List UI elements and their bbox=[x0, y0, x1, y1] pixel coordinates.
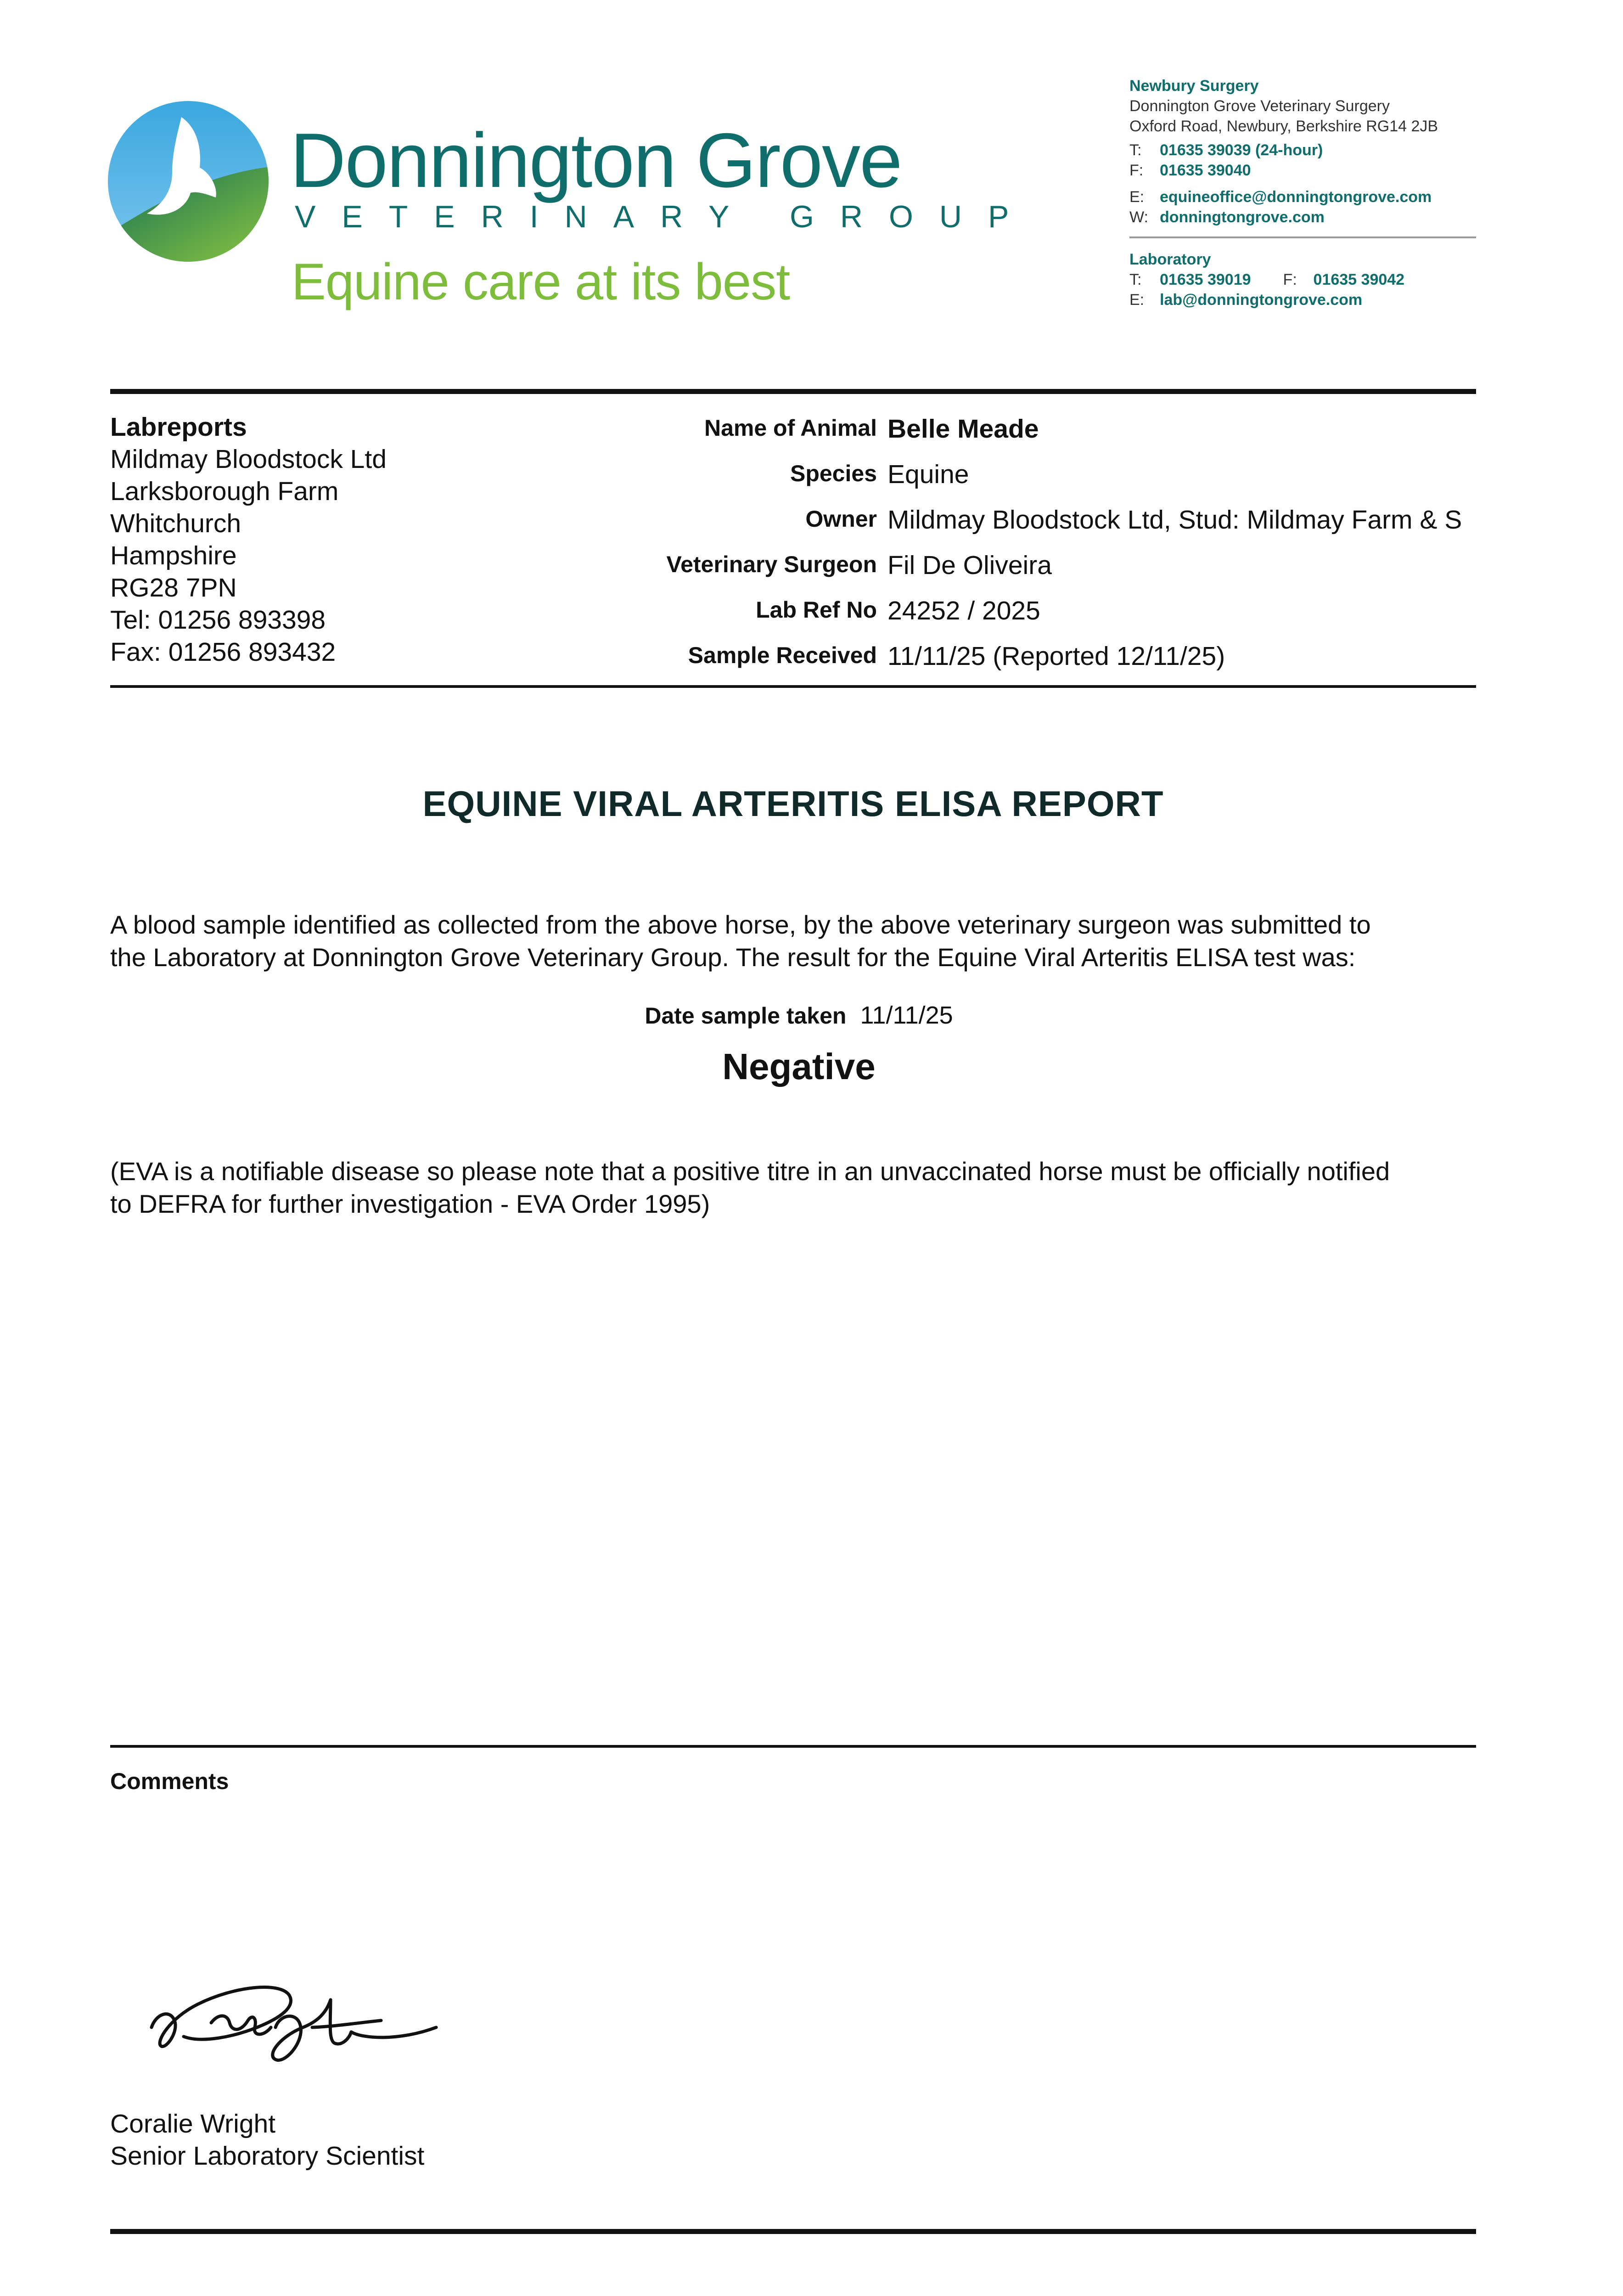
header-divider bbox=[110, 389, 1476, 394]
detail-label: Owner bbox=[805, 506, 877, 532]
intro-line: A blood sample identified as collected from the above horse, by the above veterinary surgeon was submitted to bbox=[110, 910, 1371, 939]
tel-label: T: bbox=[1129, 271, 1142, 288]
newbury-line1: Donnington Grove Veterinary Surgery bbox=[1129, 97, 1390, 115]
sample-received-value: 11/11/25 (Reported 12/11/25) bbox=[887, 642, 1225, 671]
newbury-surgery-contact bbox=[1129, 76, 1438, 227]
lab-ref-value: 24252 / 2025 bbox=[887, 596, 1040, 625]
detail-label: Name of Animal bbox=[704, 415, 877, 441]
email-label: E: bbox=[1129, 188, 1145, 206]
donnington-grove-logo bbox=[103, 99, 273, 264]
newbury-line2: Oxford Road, Newbury, Berkshire RG14 2JB bbox=[1129, 118, 1438, 135]
web-label: W: bbox=[1129, 208, 1148, 226]
animal-name: Belle Meade bbox=[887, 414, 1039, 444]
address-line: Hampshire bbox=[110, 541, 237, 570]
email-label: E: bbox=[1129, 291, 1145, 309]
tagline: Equine care at its best bbox=[292, 253, 790, 310]
website-link[interactable]: donningtongrove.com bbox=[1160, 208, 1325, 226]
client-address bbox=[110, 411, 387, 668]
newbury-heading: Newbury Surgery bbox=[1129, 77, 1259, 95]
detail-row-lab-ref bbox=[597, 594, 1515, 626]
date-taken-value: 11/11/25 bbox=[860, 1002, 953, 1029]
fax-label: F: bbox=[1129, 162, 1144, 179]
date-taken-label: Date sample taken bbox=[645, 1003, 847, 1029]
laboratory-heading: Laboratory bbox=[1129, 251, 1211, 268]
notifiable-disease-note bbox=[110, 1155, 1483, 1220]
details-divider bbox=[110, 685, 1476, 688]
comments-divider bbox=[110, 1745, 1476, 1748]
contact-divider bbox=[1129, 236, 1476, 238]
detail-row-owner bbox=[597, 503, 1515, 535]
client-fax: Fax: 01256 893432 bbox=[110, 637, 336, 667]
address-line: Mildmay Bloodstock Ltd bbox=[110, 445, 387, 474]
intro-line: the Laboratory at Donnington Grove Veterinary Group. The result for the Equine Viral Arteritis ELISA test was: bbox=[110, 943, 1356, 972]
test-result: Negative bbox=[722, 1046, 876, 1087]
intro-paragraph bbox=[110, 908, 1483, 974]
tel-label: T: bbox=[1129, 141, 1142, 159]
newbury-email-link[interactable]: equineoffice@donningtongrove.com bbox=[1160, 188, 1432, 206]
report-title: EQUINE VIRAL ARTERITIS ELISA REPORT bbox=[422, 783, 1164, 824]
detail-row-species bbox=[597, 457, 1515, 490]
client-tel: Tel: 01256 893398 bbox=[110, 605, 326, 635]
detail-label: Species bbox=[790, 461, 877, 486]
detail-label: Sample Received bbox=[688, 642, 877, 668]
laboratory-contact bbox=[1129, 249, 1404, 310]
lab-phone: 01635 39019 bbox=[1160, 271, 1251, 288]
address-line: Whitchurch bbox=[110, 509, 241, 538]
lab-fax: 01635 39042 bbox=[1313, 271, 1405, 288]
lab-email-link[interactable]: lab@donningtongrove.com bbox=[1160, 291, 1363, 309]
detail-label: Veterinary Surgeon bbox=[666, 551, 877, 577]
brand-subtitle: VETERINARY GROUP bbox=[295, 199, 1035, 234]
fax-label: F: bbox=[1283, 271, 1297, 288]
address-line: Larksborough Farm bbox=[110, 477, 339, 506]
species-value: Equine bbox=[887, 460, 969, 489]
comments-label: Comments bbox=[110, 1768, 229, 1794]
signatory-block bbox=[110, 2108, 424, 2172]
newbury-fax: 01635 39040 bbox=[1160, 162, 1251, 179]
detail-label: Lab Ref No bbox=[756, 597, 877, 623]
date-sample-taken bbox=[110, 1001, 1488, 1030]
detail-row-veterinary-surgeon bbox=[597, 548, 1515, 580]
detail-row-animal-name bbox=[597, 412, 1515, 444]
footer-divider bbox=[110, 2229, 1476, 2234]
client-name: Labreports bbox=[110, 412, 247, 442]
detail-row-sample-received bbox=[597, 639, 1515, 671]
brand-name: Donnington Grove bbox=[290, 117, 902, 203]
note-line: (EVA is a notifiable disease so please note that a positive titre in an unvaccinated horse must be officially notified bbox=[110, 1157, 1390, 1186]
signatory-name: Coralie Wright bbox=[110, 2109, 276, 2138]
note-line: to DEFRA for further investigation - EVA Order 1995) bbox=[110, 1189, 710, 1218]
newbury-phone: 01635 39039 (24-hour) bbox=[1160, 141, 1323, 159]
surgeon-value: Fil De Oliveira bbox=[887, 551, 1052, 580]
signature bbox=[142, 1958, 459, 2078]
owner-value: Mildmay Bloodstock Ltd, Stud: Mildmay Farm & S bbox=[887, 505, 1462, 535]
signatory-title: Senior Laboratory Scientist bbox=[110, 2141, 425, 2171]
address-line: RG28 7PN bbox=[110, 573, 237, 602]
